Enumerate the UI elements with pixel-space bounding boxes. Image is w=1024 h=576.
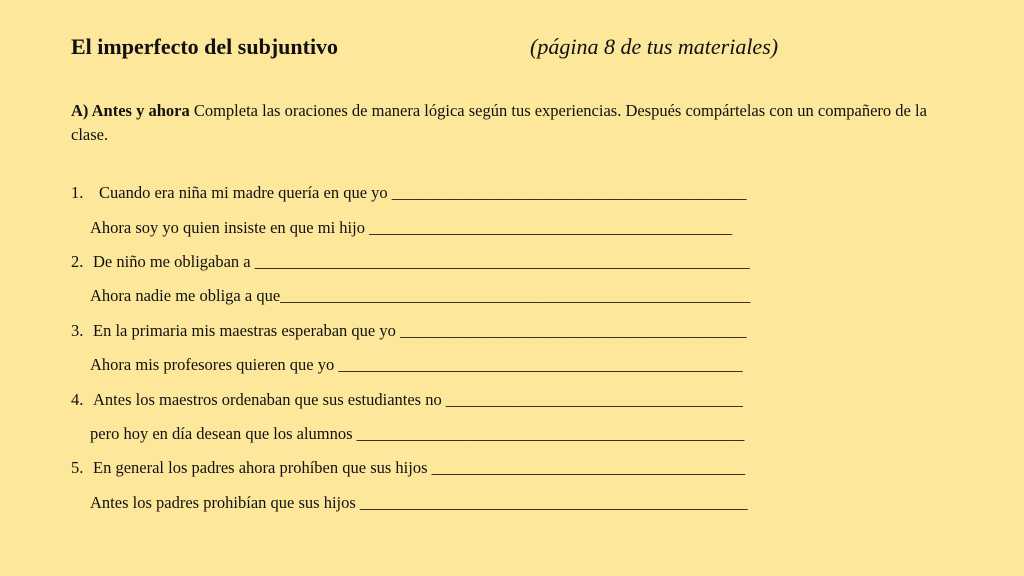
item-text: Cuando era niña mi madre quería en que yo ___________________________________________: [99, 183, 747, 203]
item-text: Ahora nadie me obliga a que_________________________________________________________: [90, 286, 751, 306]
item-text: Antes los padres prohibían que sus hijos _______________________________________________: [90, 492, 748, 512]
exercise-list: [71, 176, 971, 520]
item-text: Ahora mis profesores quieren que yo _________________________________________________: [90, 355, 743, 375]
item-text: En la primaria mis maestras esperaban que yo __________________________________________: [93, 320, 747, 340]
item-text: En general los padres ahora prohíben que sus hijos ______________________________________: [93, 458, 746, 478]
exercise-line-4: [71, 382, 971, 416]
instructions-label: A) Antes y ahora: [71, 101, 190, 120]
page-title: El imperfecto del subjuntivo: [71, 34, 339, 59]
instructions: [71, 99, 951, 147]
exercise-line-5: [71, 451, 971, 485]
exercise-line-3b: [71, 348, 971, 382]
exercise-line-4b: [71, 417, 971, 451]
item-text: Antes los maestros ordenaban que sus estudiantes no ____________________________________: [93, 389, 743, 409]
item-number: 1.: [71, 183, 84, 203]
exercise-line-2: [71, 245, 971, 279]
exercise-line-3: [71, 314, 971, 348]
item-text: De niño me obligaban a ____________________________________________________________: [93, 251, 750, 271]
exercise-line-1b: [71, 210, 971, 244]
item-number: 2.: [71, 251, 84, 271]
exercise-line-5b: [71, 486, 971, 520]
item-text: Ahora soy yo quien insiste en que mi hijo ____________________________________________: [90, 217, 733, 237]
instructions-text: Completa las oraciones de manera lógica según tus experiencias. Después compártelas con un compañero de la clase.: [71, 101, 927, 144]
item-number: 3.: [71, 320, 84, 340]
exercise-line-2b: [71, 279, 971, 313]
item-number: 4.: [71, 389, 84, 409]
item-text: pero hoy en día desean que los alumnos _______________________________________________: [90, 423, 745, 443]
exercise-line-1: [71, 176, 971, 210]
item-number: 5.: [71, 458, 84, 478]
page-subtitle: (página 8 de tus materiales): [530, 34, 779, 59]
